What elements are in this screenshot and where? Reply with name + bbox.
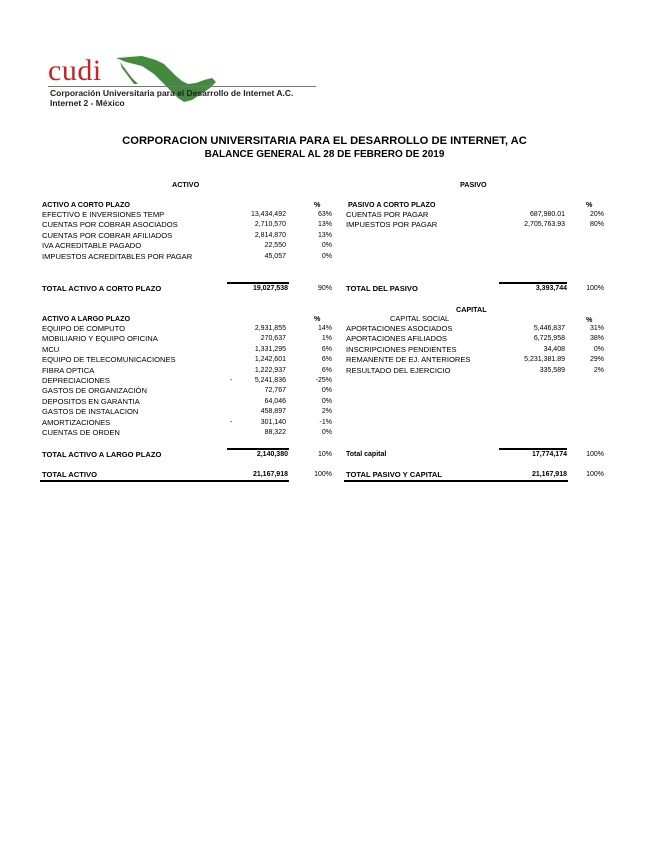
logo-org-name: Corporación Universitaria para el Desarrollo de Internet A.C. xyxy=(50,88,294,98)
activo-largo-pct-heading: % xyxy=(314,314,321,323)
row-value: 1,222,937 xyxy=(254,366,286,374)
row-value: 1,242,601 xyxy=(254,356,286,364)
row-label: AMORTIZACIONES xyxy=(42,417,111,427)
row-value: 270,637 xyxy=(260,335,286,343)
row-label: REMANENTE DE EJ. ANTERIORES xyxy=(346,355,471,365)
total-pasivo-capital-rule xyxy=(344,480,568,482)
row-pct: -25% xyxy=(315,377,332,384)
activo-largo-total-label: TOTAL ACTIVO A LARGO PLAZO xyxy=(42,450,162,459)
row-pct: 0% xyxy=(321,429,332,436)
logo-divider xyxy=(48,86,316,87)
row-label: CUENTAS POR COBRAR AFILIADOS xyxy=(42,230,173,240)
capital-total-pct: 100% xyxy=(586,451,604,458)
row-pct: -1% xyxy=(319,418,332,426)
total-activo-label: TOTAL ACTIVO xyxy=(42,470,97,479)
row-value: 301,140 xyxy=(260,418,286,426)
activo-corto-total-value: 19,027,538 xyxy=(252,285,288,292)
row-value: 687,980.01 xyxy=(529,211,565,218)
row-label: APORTACIONES AFILIADOS xyxy=(346,334,447,344)
row-value: 5,231,381.89 xyxy=(524,356,565,364)
row-value: 5,446,837 xyxy=(533,325,565,332)
activo-largo-total-value: 2,140,380 xyxy=(256,451,288,458)
row-sign: - xyxy=(230,418,233,426)
row-value: 1,331,295 xyxy=(254,345,286,353)
row-pct: 0% xyxy=(321,387,332,395)
row-value: 64,046 xyxy=(264,397,286,405)
activo-corto-heading: ACTIVO A CORTO PLAZO xyxy=(42,200,130,209)
row-value: 335,589 xyxy=(539,366,565,374)
capital-pct-heading: % xyxy=(586,315,593,324)
row-label: CUENTAS POR COBRAR ASOCIADOS xyxy=(42,220,178,230)
pasivo-corto-total-value: 3,393,744 xyxy=(535,285,567,292)
row-value: 22,550 xyxy=(264,242,286,250)
pasivo-corto-heading: PASIVO A CORTO PLAZO xyxy=(348,200,436,209)
row-value: 88,322 xyxy=(264,429,286,436)
row-label: APORTACIONES ASOCIADOS xyxy=(346,324,453,333)
row-label: CUENTAS DE ORDEN xyxy=(42,428,120,437)
pasivo-header: PASIVO xyxy=(460,180,487,189)
row-pct: 13% xyxy=(317,231,332,239)
row-label: INSCRIPCIONES PENDIENTES xyxy=(346,344,457,354)
report-title: CORPORACION UNIVERSITARIA PARA EL DESARROLLO DE INTERNET, AC xyxy=(122,135,527,147)
row-value: 5,241,836 xyxy=(254,377,286,384)
row-pct: 0% xyxy=(593,345,604,353)
row-value: 13,434,492 xyxy=(250,211,286,218)
row-pct: 0% xyxy=(321,397,332,405)
row-pct: 63% xyxy=(317,211,332,218)
total-activo-pct: 100% xyxy=(314,471,332,478)
row-label: IMPUESTOS POR PAGAR xyxy=(346,220,438,230)
row-value: 2,814,870 xyxy=(254,231,286,239)
activo-corto-total-label: TOTAL ACTIVO A CORTO PLAZO xyxy=(42,284,162,293)
row-value: 72,767 xyxy=(264,387,286,395)
row-label: IMPUESTOS ACREDITABLES POR PAGAR xyxy=(42,251,193,261)
row-label: DEPOSITOS EN GARANTIA xyxy=(42,396,140,406)
row-value: 2,710,570 xyxy=(254,221,286,229)
pasivo-corto-total-pct: 100% xyxy=(586,285,604,292)
total-activo-rule xyxy=(40,480,289,482)
activo-largo-heading: ACTIVO A LARGO PLAZO xyxy=(42,314,131,323)
activo-largo-total-pct: 10% xyxy=(317,451,332,458)
row-label: IVA ACREDITABLE PAGADO xyxy=(42,241,142,251)
row-label: EFECTIVO E INVERSIONES TEMP xyxy=(42,210,165,219)
report-subtitle: BALANCE GENERAL AL 28 DE FEBRERO DE 2019 xyxy=(204,149,445,160)
row-pct: 29% xyxy=(589,356,604,364)
capital-total-label: Total capital xyxy=(346,451,387,458)
row-label: FIBRA OPTICA xyxy=(42,365,95,375)
total-pasivo-capital-pct: 100% xyxy=(586,471,604,478)
row-pct: 0% xyxy=(321,252,332,260)
row-value: 2,705,763.93 xyxy=(524,221,565,229)
row-label: EQUIPO DE TELECOMUNICACIONES xyxy=(42,355,176,365)
logo-program: Internet 2 - México xyxy=(50,98,125,108)
capital-social-heading: CAPITAL SOCIAL xyxy=(390,314,450,323)
row-label: GASTOS DE INSTALACION xyxy=(42,407,139,417)
row-pct: 0% xyxy=(321,242,332,250)
total-pasivo-capital-label: TOTAL PASIVO Y CAPITAL xyxy=(346,470,443,479)
capital-header: CAPITAL xyxy=(456,305,487,314)
activo-corto-total-pct: 90% xyxy=(317,285,332,292)
row-label: GASTOS DE ORGANIZACIÓN xyxy=(42,386,147,396)
row-label: MOBILIARIO Y EQUIPO OFICINA xyxy=(42,334,158,344)
activo-corto-pct-heading: % xyxy=(314,200,321,209)
mexico-map-icon xyxy=(112,54,220,106)
row-pct: 6% xyxy=(321,356,332,364)
row-pct: 6% xyxy=(321,366,332,374)
row-sign: - xyxy=(230,377,233,384)
row-label: DEPRECIACIONES xyxy=(42,376,110,385)
row-pct: 14% xyxy=(317,325,332,332)
activo-header: ACTIVO xyxy=(172,180,200,189)
capital-total-value: 17,774,174 xyxy=(531,451,567,458)
row-pct: 80% xyxy=(589,221,604,229)
row-pct: 13% xyxy=(317,221,332,229)
pasivo-corto-total-label: TOTAL DEL PASIVO xyxy=(346,284,418,293)
row-label: CUENTAS POR PAGAR xyxy=(346,210,429,219)
row-pct: 6% xyxy=(321,345,332,353)
total-pasivo-capital-value: 21,167,918 xyxy=(531,471,567,478)
logo-wordmark: cudi xyxy=(48,54,102,87)
row-label: MCU xyxy=(42,344,60,354)
total-activo-value: 21,167,918 xyxy=(252,471,288,478)
row-value: 2,931,855 xyxy=(254,325,286,332)
row-value: 34,408 xyxy=(543,345,565,353)
row-pct: 1% xyxy=(321,335,332,343)
row-pct: 20% xyxy=(589,211,604,218)
row-pct: 2% xyxy=(593,366,604,374)
row-value: 45,057 xyxy=(264,252,286,260)
row-label: EQUIPO DE COMPUTO xyxy=(42,324,125,333)
row-value: 458,897 xyxy=(260,408,286,416)
pasivo-corto-pct-heading: % xyxy=(586,200,593,209)
row-pct: 2% xyxy=(321,408,332,416)
row-pct: 38% xyxy=(589,335,604,343)
row-pct: 31% xyxy=(589,325,604,332)
row-value: 6,725,958 xyxy=(533,335,565,343)
cudi-logo xyxy=(46,54,318,110)
row-label: RESULTADO DEL EJERCICIO xyxy=(346,365,451,375)
